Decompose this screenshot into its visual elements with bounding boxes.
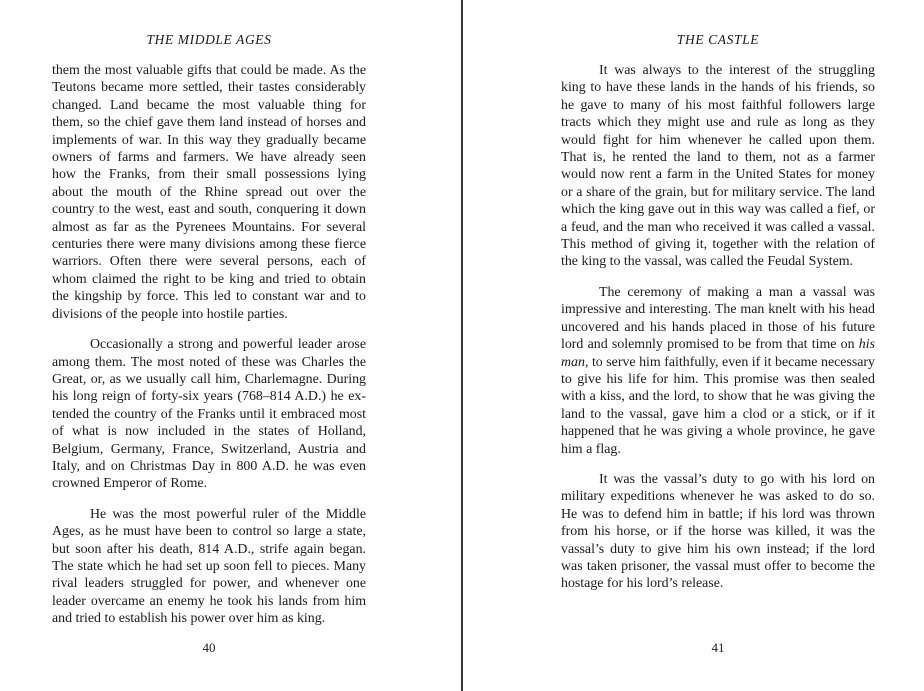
page-number-right: 41	[711, 640, 725, 655]
paragraph: It was the vassal’s duty to go with his lord on military expeditions whenever he was asked to do so. He was to defend him in battle; if his lord was thrown from his horse, or if the horse was killed, it was the vassal’s duty to give him his own instead; if the lord was taken prisoner, the vassal must offer to become the hostage for his lord’s release.	[561, 471, 875, 592]
right-page-body	[561, 62, 875, 606]
left-page-body	[52, 62, 366, 641]
page-number-left: 40	[202, 640, 216, 655]
paragraph-text: , to serve him faithfully, even if it became necessary to give his life for him. This promise was then sealed with a kiss, and the lord, to show that he was giving the land to the vassal, gave him a clod or a stick, or if it happened that he was giving a whole province, he gave him a flag.	[561, 354, 875, 457]
paragraph: them the most valuable gifts that could be made. As the Teutons became more settled, their tastes considerably changed. Land became the most valuable thing for them, so the chief gave them land instead of horses and implements of war. In this way they gradually became owners of farms and farmers. We have already seen how the Franks, from their small possessions lying about the mouth of the Rhine spread out over the country to the west, east and south, conquering it down almost as far as the Pyrenees Mountains. For several centuries there were many divisions among these fierce warriors. Often there were several persons, each of whom claimed the right to be king and tried to obtain the kingship by force. This led to constant war and to divisions of the people into hostile parties.	[52, 63, 366, 322]
right-page	[463, 0, 924, 691]
running-head-right: THE CASTLE	[676, 32, 760, 47]
emphasized-text: his man	[561, 337, 875, 370]
paragraph	[561, 284, 875, 458]
left-page	[0, 0, 461, 691]
paragraph-text: The ceremony of making a man a vassal was impressive and interesting. The man knelt with his head uncovered and his hands placed in those of his future lord and solemnly promised to be from that time on	[561, 284, 875, 353]
paragraph: Occasionally a strong and powerful leader arose among them. The most noted of these was Charles the Great, or, as we usually call him, Charlemagne. During his long reign of forty-six years (768–814 A.D.) he extended the country of the Franks until it embraced most of what is now included in the states of Holland, Belgium, Germany, France, Switzerland, Austria and Italy, and on Christmas Day in 800 A.D. he was even crowned Emperor of Rome.	[52, 337, 366, 492]
running-head-left: THE MIDDLE AGES	[146, 32, 272, 47]
paragraph: It was always to the interest of the struggling king to have these lands in the hands of his friends, so he gave to many of his most faithful followers large tracts which they might use and rule as long as they would fight for him whenever he called upon them. That is, he rented the land to them, not as a farmer would now rent a farm in the United States for money or a share of the grain, but for military service. The land which the king gave out in this way was called a fief, or a feud, and the man who received it was called a vassal. This method of giving it, together with the relation of the king to the vassal, was called the Feudal System.	[561, 63, 875, 270]
paragraph: He was the most powerful ruler of the Middle Ages, as he must have been to control so large a state, but soon after his death, 814 A.D., strife again began. The state which he had set up soon fell to pieces. Many rival leaders struggled for power, and whenever one leader overcame an enemy he took his lands from him and tried to establish his power over him as king.	[52, 506, 366, 627]
